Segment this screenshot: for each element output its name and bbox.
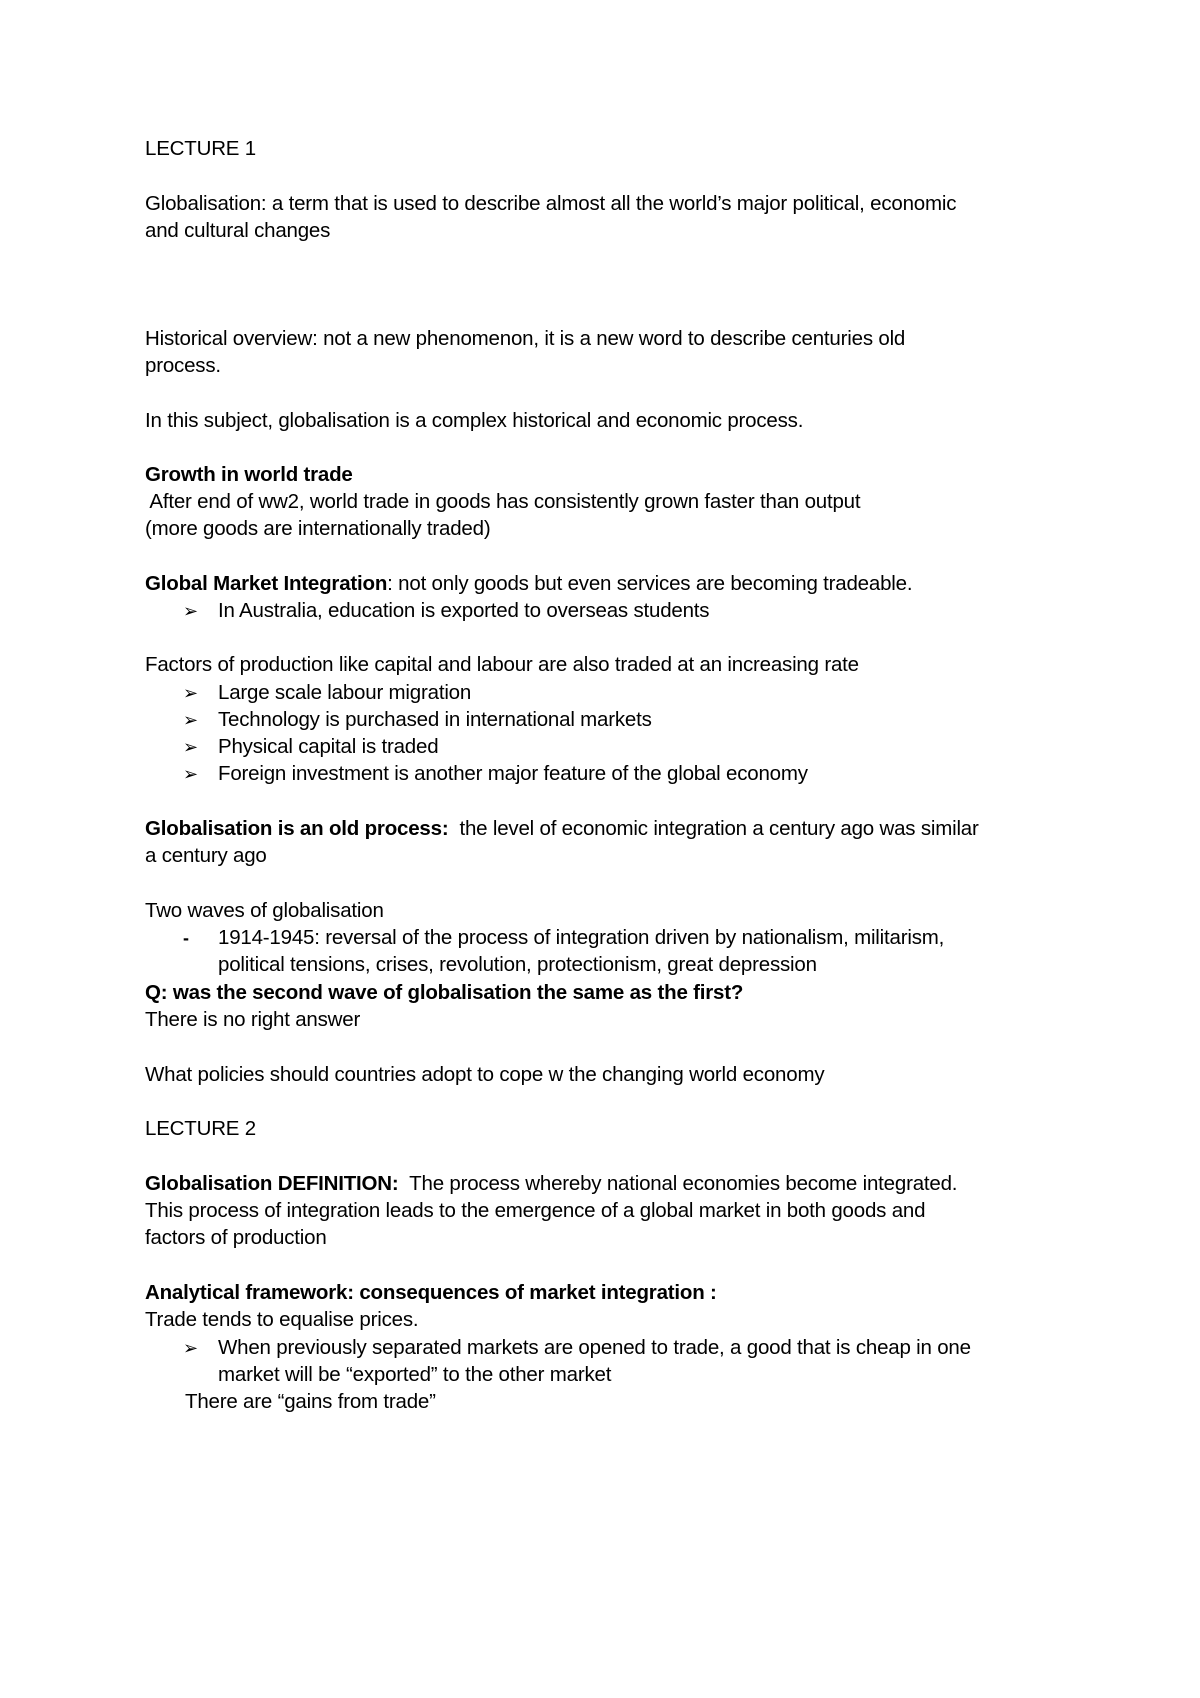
arrow-bullet-icon: ➢ [183, 1338, 198, 1358]
historical-overview-line-1: Historical overview: not a new phenomenon, it is a new word to describe centuries old [145, 327, 906, 350]
definition-line-2: This process of integration leads to the emergence of a global market in both goods and [145, 1199, 926, 1222]
list-item [183, 707, 652, 733]
factors-bullet-3: Physical capital is traded [218, 735, 439, 758]
list-item [183, 680, 471, 706]
list-item [183, 925, 944, 951]
definition-heading: Globalisation DEFINITION: [145, 1172, 399, 1195]
old-process-line-2: a century ago [145, 844, 267, 867]
question: Q: was the second wave of globalisation the same as the first? [145, 981, 744, 1004]
waves-item-line-2: political tensions, crises, revolution, protectionism, great depression [218, 953, 817, 976]
list-item [183, 761, 808, 787]
framework-bullet-line-1: When previously separated markets are opened to trade, a good that is cheap in one [218, 1336, 971, 1359]
arrow-bullet-icon: ➢ [183, 737, 198, 757]
factors-bullet-1: Large scale labour migration [218, 681, 472, 704]
globalisation-definition-line-1: Globalisation: a term that is used to describe almost all the world’s major political, economic [145, 192, 957, 215]
growth-heading: Growth in world trade [145, 463, 353, 486]
old-process-paragraph [145, 816, 979, 842]
integration-heading: Global Market Integration [145, 572, 388, 595]
arrow-bullet-icon: ➢ [183, 683, 198, 703]
dash-bullet-icon: - [183, 928, 189, 948]
gains-from-trade: There are “gains from trade” [185, 1390, 436, 1413]
policies-question: What policies should countries adopt to cope w the changing world economy [145, 1063, 825, 1086]
subject-statement: In this subject, globalisation is a complex historical and economic process. [145, 409, 804, 432]
list-item [183, 1335, 971, 1361]
integration-text: : not only goods but even services are becoming tradeable. [387, 572, 913, 595]
list-item [183, 734, 438, 760]
list-item [183, 598, 709, 624]
growth-line-1: After end of ww2, world trade in goods has consistently grown faster than output [145, 490, 861, 513]
integration-paragraph [145, 571, 912, 597]
factors-intro: Factors of production like capital and labour are also traded at an increasing rate [145, 653, 859, 676]
definition-paragraph [145, 1171, 957, 1197]
answer: There is no right answer [145, 1008, 361, 1031]
waves-intro: Two waves of globalisation [145, 899, 384, 922]
lecture-2-heading: LECTURE 2 [145, 1117, 256, 1140]
growth-line-2: (more goods are internationally traded) [145, 517, 491, 540]
arrow-bullet-icon: ➢ [183, 601, 198, 621]
lecture-1-heading: LECTURE 1 [145, 137, 256, 160]
old-process-heading: Globalisation is an old process: [145, 817, 449, 840]
old-process-text: the level of economic integration a century ago was similar [448, 817, 979, 840]
framework-heading: Analytical framework: consequences of market integration : [145, 1281, 717, 1304]
globalisation-definition-line-2: and cultural changes [145, 219, 331, 242]
integration-bullet: In Australia, education is exported to overseas students [218, 599, 710, 622]
arrow-bullet-icon: ➢ [183, 764, 198, 784]
factors-bullet-4: Foreign investment is another major feature of the global economy [218, 762, 808, 785]
definition-line-3: factors of production [145, 1226, 327, 1249]
framework-line-1: Trade tends to equalise prices. [145, 1308, 419, 1331]
factors-bullet-2: Technology is purchased in international markets [218, 708, 652, 731]
historical-overview-line-2: process. [145, 354, 221, 377]
waves-item-line-1: 1914-1945: reversal of the process of integration driven by nationalism, militarism, [218, 926, 945, 949]
definition-text: The process whereby national economies become integrated. [398, 1172, 958, 1195]
framework-bullet-line-2: market will be “exported” to the other market [218, 1363, 612, 1386]
arrow-bullet-icon: ➢ [183, 710, 198, 730]
